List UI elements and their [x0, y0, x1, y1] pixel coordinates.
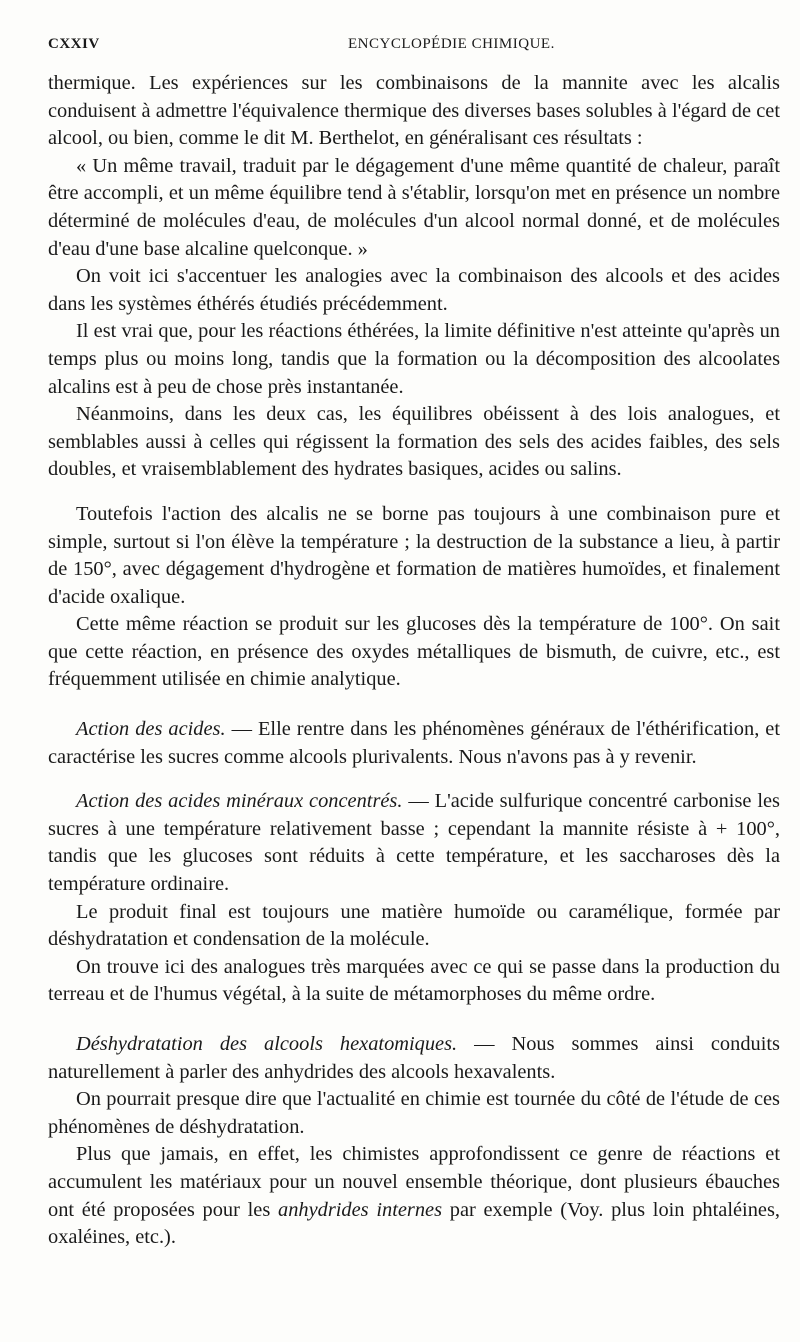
paragraph-13: On pourrait presque dire que l'actualité en chimie est tournée du côté de l'étude de ces phénomènes de déshydratation. [48, 1088, 780, 1138]
section-heading-deshydratation: Déshydratation des alcools hexatomiques. [76, 1033, 458, 1055]
paragraph-5: Néanmoins, dans les deux cas, les équilibres obéissent à des lois analogues, et semblables aussi à celles qui régissent la formation des sels des acides faibles, des sels doubles, et vraisemblablement des hydrates basiques, acides ou salins. [48, 403, 780, 481]
paragraph-1: thermique. Les expériences sur les combinaisons de la mannite avec les alcalis conduisent à admettre l'équivalence thermique des diverses bases solubles à l'égard de cet alcool, ou bien, comme le dit M. Berthelot, en généralisant ces résultats : [48, 72, 780, 150]
section-heading-action-des-acides: Action des acides. [76, 718, 226, 741]
paragraph-11: On trouve ici des analogues très marquées avec ce qui se passe dans la production du terreau et de l'humus végétal, à la suite de métamorphoses du même ordre. [48, 955, 780, 1006]
paragraph-deshydratation [48, 1031, 780, 1086]
paragraph-7: Cette même réaction se produit sur les glucoses dès la température de 100°. On sait que cette réaction, en présence des oxydes métalliques de bismuth, de cuivre, etc., est fréquemment utilisée en chimie analytique. [48, 613, 780, 691]
section-heading-acides-mineraux: Action des acides minéraux concentrés. [76, 790, 403, 813]
emphasis-anhydrides-internes: anhydrides internes [278, 1198, 443, 1221]
page-number: CXXIV [48, 36, 100, 52]
paragraph-14-start: Plus que jamais, en effet, les chimistes approfondissent ce genre de réactions et accumulent les matériaux pour un nouvel ensemble théorique, dont plusieurs ébauches ont été proposées pour les [48, 1143, 780, 1221]
body-text [48, 70, 780, 1252]
paragraph-12-text: — Nous sommes ainsi conduits naturellement à parler des anhydrides des alcools hexavalents. [48, 1033, 780, 1083]
paragraph-9-text: — L'acide sulfurique concentré carbonise les sucres à une température relativement basse ; cependant la mannite résiste à + 100°, tandis que les glucoses sont réduits à cette température, et les saccharoses dès la température ordinaire. [48, 790, 780, 896]
paragraph-8-text: — Elle rentre dans les phénomènes généraux de l'éthérification, et caractérise les sucres comme alcools plurivalents. Nous n'avons pas à y revenir. [48, 718, 780, 768]
paragraph-14 [48, 1141, 780, 1251]
paragraph-acides-mineraux [48, 788, 780, 898]
page-header [48, 36, 780, 58]
paragraph-quote: « Un même travail, traduit par le dégagement d'une même quantité de chaleur, paraît être accompli, et un même équilibre tend à s'établir, lorsqu'on met en présence un nombre déterminé de molécules d'eau, de molécules d'un alcool normal donné, et de molécules d'eau d'une base alcaline quelconque. » [48, 154, 780, 260]
paragraph-14-end: par exemple (Voy. plus loin phtaléines, oxaléines, etc.). [48, 1198, 780, 1249]
paragraph-10: Le produit final est toujours une matière humoïde ou caramélique, formée par déshydratation et condensation de la molécule. [48, 900, 780, 951]
paragraph-4: Il est vrai que, pour les réactions éthérées, la limite définitive n'est atteinte qu'après un temps plus ou moins long, tandis que la formation ou la décomposition des alcoolates alcalins est à peu de chose près instantanée. [48, 320, 780, 398]
paragraph-action-des-acides [48, 716, 780, 771]
paragraph-6: Toutefois l'action des alcalis ne se borne pas toujours à une combinaison pure et simple, surtout si l'on élève la température ; la destruction de la substance a lieu, à partir de 150°, avec dégagement d'hydrogène et formation de matières humoïdes, et finalement d'acide oxalique. [48, 502, 780, 608]
paragraph-3: On voit ici s'accentuer les analogies avec la combinaison des alcools et des acides dans les systèmes éthérés étudiés précédemment. [48, 265, 780, 315]
running-title: ENCYCLOPÉDIE CHIMIQUE. [348, 36, 555, 52]
